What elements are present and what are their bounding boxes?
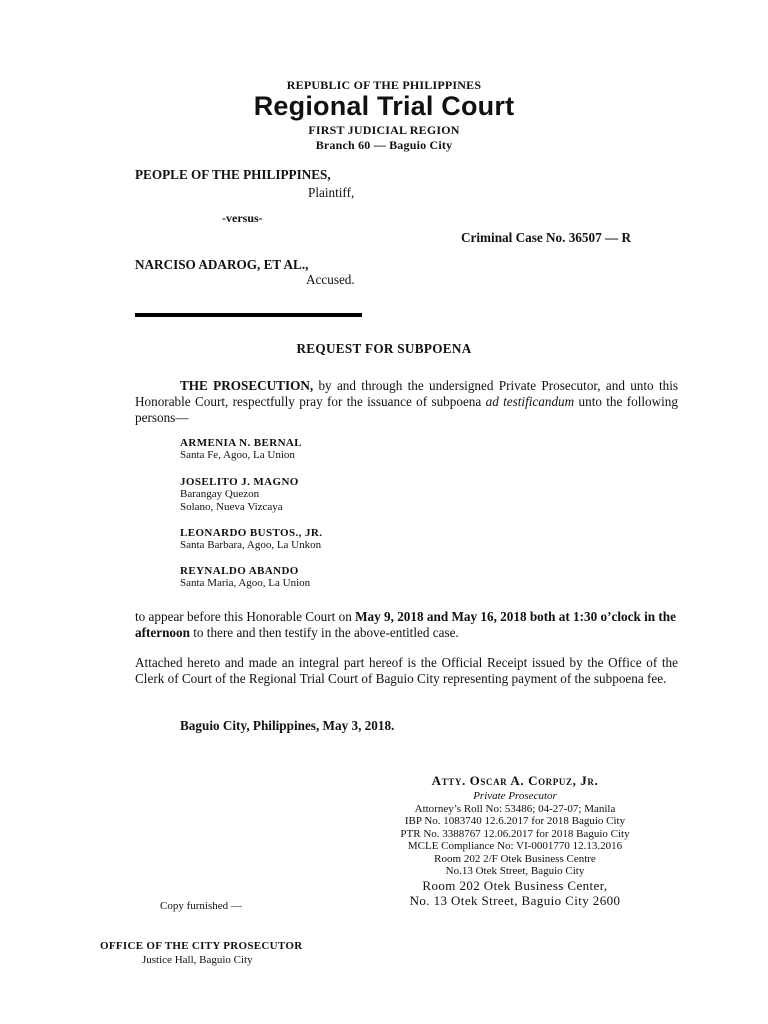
list-item <box>180 476 322 527</box>
credential-line: Attorney’s Roll No: 53486; 04-27-07; Manila <box>414 802 616 815</box>
copy-recipient-address: Justice Hall, Baguio City <box>142 954 253 966</box>
credential-line: PTR No. 3388767 12.06.2017 for 2018 Baguio City <box>400 827 630 840</box>
caption-divider <box>135 313 362 317</box>
witness-address: Solano, Nueva Vizcaya <box>180 501 283 513</box>
accused-name: NARCISO ADAROG, ET AL., <box>135 257 309 272</box>
list-item <box>180 565 322 590</box>
credential-line: IBP No. 1083740 12.6.2017 for 2018 Baguio City <box>404 815 626 827</box>
attached-paragraph: Attached hereto and made an integral part hereof is the Official Receipt issued by the Office of the Clerk of Court of the Regional Trial Court of Baguio City representing payment of the subpoena fee. <box>135 655 678 686</box>
plaintiff-role: Plaintiff, <box>308 185 355 200</box>
signatory-title: Private Prosecutor <box>473 790 557 802</box>
witness-address: Santa Maria, Agoo, La Union <box>180 577 311 589</box>
case-number: Criminal Case No. 36507 — R <box>461 230 631 245</box>
court-title: Regional Trial Court <box>253 91 515 121</box>
copy-recipient: OFFICE OF THE CITY PROSECUTOR <box>100 940 303 952</box>
plaintiff-name: PEOPLE OF THE PHILIPPINES, <box>135 167 331 182</box>
credential-line: Room 202 2/F Otek Business Centre <box>434 852 596 865</box>
hearing-dates: May 9, 2018 and May 16, 2018 both at 1:30 o’clock in the afternoon <box>135 609 676 640</box>
signatory-name: Atty. Oscar A. Corpuz, Jr. <box>431 773 599 788</box>
judicial-region: FIRST JUDICIAL REGION <box>308 123 460 137</box>
witness-name: JOSELITO J. MAGNO <box>180 476 299 488</box>
accused-role: Accused. <box>306 272 355 287</box>
witness-address: Barangay Quezon <box>180 488 260 500</box>
witness-name: LEONARDO BUSTOS., JR. <box>180 527 323 539</box>
witness-name: REYNALDO ABANDO <box>180 565 299 577</box>
document-title: REQUEST FOR SUBPOENA <box>296 341 472 356</box>
list-item <box>180 527 322 565</box>
list-item <box>180 437 322 476</box>
intro-latin: ad testificandum <box>485 394 575 409</box>
credential-line: No.13 Otek Street, Baguio City <box>445 865 585 877</box>
witness-address: Santa Barbara, Agoo, La Unkon <box>180 539 322 551</box>
appear-end: to there and then testify in the above-entitled case. <box>189 625 459 640</box>
intro-paragraph <box>135 378 678 426</box>
intro-end: unto the following persons— <box>135 394 678 425</box>
versus-label: -versus- <box>222 211 263 225</box>
signature-block <box>355 773 675 908</box>
appear-text: to appear before this Honorable Court on <box>135 609 356 624</box>
witness-name: ARMENIA N. BERNAL <box>180 437 303 449</box>
witness-list <box>180 437 322 590</box>
branch-line: Branch 60 — Baguio City <box>315 138 453 152</box>
office-address-line: No. 13 Otek Street, Baguio City 2600 <box>409 892 621 908</box>
republic-line: REPUBLIC OF THE PHILIPPINES <box>286 78 482 92</box>
office-address-line: Room 202 Otek Business Center, <box>422 877 608 893</box>
appear-paragraph <box>135 609 680 641</box>
credential-line: MCLE Compliance No: VI-0001770 12.13.2016 <box>407 840 623 852</box>
prosecution-label: THE PROSECUTION, <box>180 378 314 393</box>
place-date: Baguio City, Philippines, May 3, 2018. <box>180 718 395 733</box>
intro-text: by and through the undersigned Private Prosecutor, and unto this Honorable Court, respectfully pray for the issuance of subpoena <box>135 378 678 409</box>
witness-address: Santa Fe, Agoo, La Union <box>180 449 295 461</box>
copy-furnished-label: Copy furnished — <box>160 900 242 912</box>
